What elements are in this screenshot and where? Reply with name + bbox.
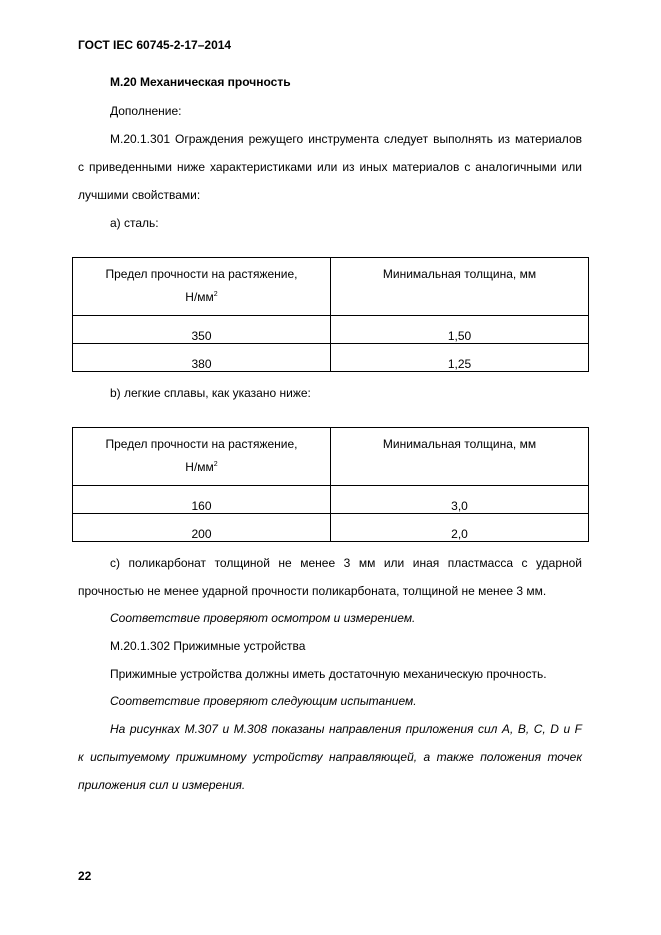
item-c-line-1: c) поликарбонат толщиной не менее 3 мм или иная пластмасса с ударной [110,556,582,570]
table-row [73,486,589,514]
table-row [73,344,589,372]
paragraph-302-text: Прижимные устройства должны иметь достаточную механическую прочность. [110,667,547,681]
item-c-line-2: прочностью не менее ударной прочности поликарбоната, толщиной не менее 3 мм. [78,584,547,598]
steel-table [72,257,589,372]
table-row [73,514,589,542]
strength-unit: $Н/мм^2$ [185,460,218,474]
figures-note-line-1: На рисунках М.307 и М.308 показаны направления приложения сил A, B, C, D и F [110,722,582,736]
strength-cell: 200 [73,514,331,542]
table-row [73,316,589,344]
thickness-header-cell [331,428,589,486]
paragraph-301-line-3: лучшими свойствами: [78,188,201,202]
addition-label: Дополнение: [110,104,182,118]
table-header-row [73,258,589,316]
thickness-header-cell [331,258,589,316]
page-number: 22 [78,869,92,883]
strength-header: Предел прочности на растяжение, [105,267,298,281]
thickness-cell: 1,25 [331,344,589,372]
strength-unit: $Н/мм^2$ [185,290,218,304]
thickness-header: Минимальная толщина, мм [382,267,537,281]
table-header-row [73,428,589,486]
item-a-label: a) сталь: [110,216,159,230]
thickness-header: Минимальная толщина, мм [382,437,537,451]
compliance-statement-2: Соответствие проверяют следующим испытанием. [110,694,417,708]
strength-cell: 350 [73,316,331,344]
section-title: М.20 Механическая прочность [110,75,291,89]
compliance-statement-1: Соответствие проверяют осмотром и измерением. [110,611,416,625]
strength-header-cell [73,428,331,486]
figures-note-line-2: к испытуемому прижимному устройству направляющей, а также положения точек [78,750,582,764]
strength-header-cell [73,258,331,316]
light-alloy-table [72,427,589,542]
thickness-cell: 3,0 [331,486,589,514]
item-b-label: b) легкие сплавы, как указано ниже: [110,386,311,400]
paragraph-301-line-1: М.20.1.301 Ограждения режущего инструмента следует выполнять из материалов [110,132,582,146]
document-header: ГОСТ IEC 60745-2-17–2014 [78,38,232,52]
thickness-cell: 1,50 [331,316,589,344]
strength-cell: 160 [73,486,331,514]
strength-header: Предел прочности на растяжение, [105,437,298,451]
paragraph-301-line-2: с приведенными ниже характеристиками или из иных материалов с аналогичными или [78,160,582,174]
strength-cell: 380 [73,344,331,372]
figures-note-line-3: приложения сил и измерения. [78,778,246,792]
thickness-cell: 2,0 [331,514,589,542]
paragraph-302-title: М.20.1.302 Прижимные устройства [110,639,306,653]
